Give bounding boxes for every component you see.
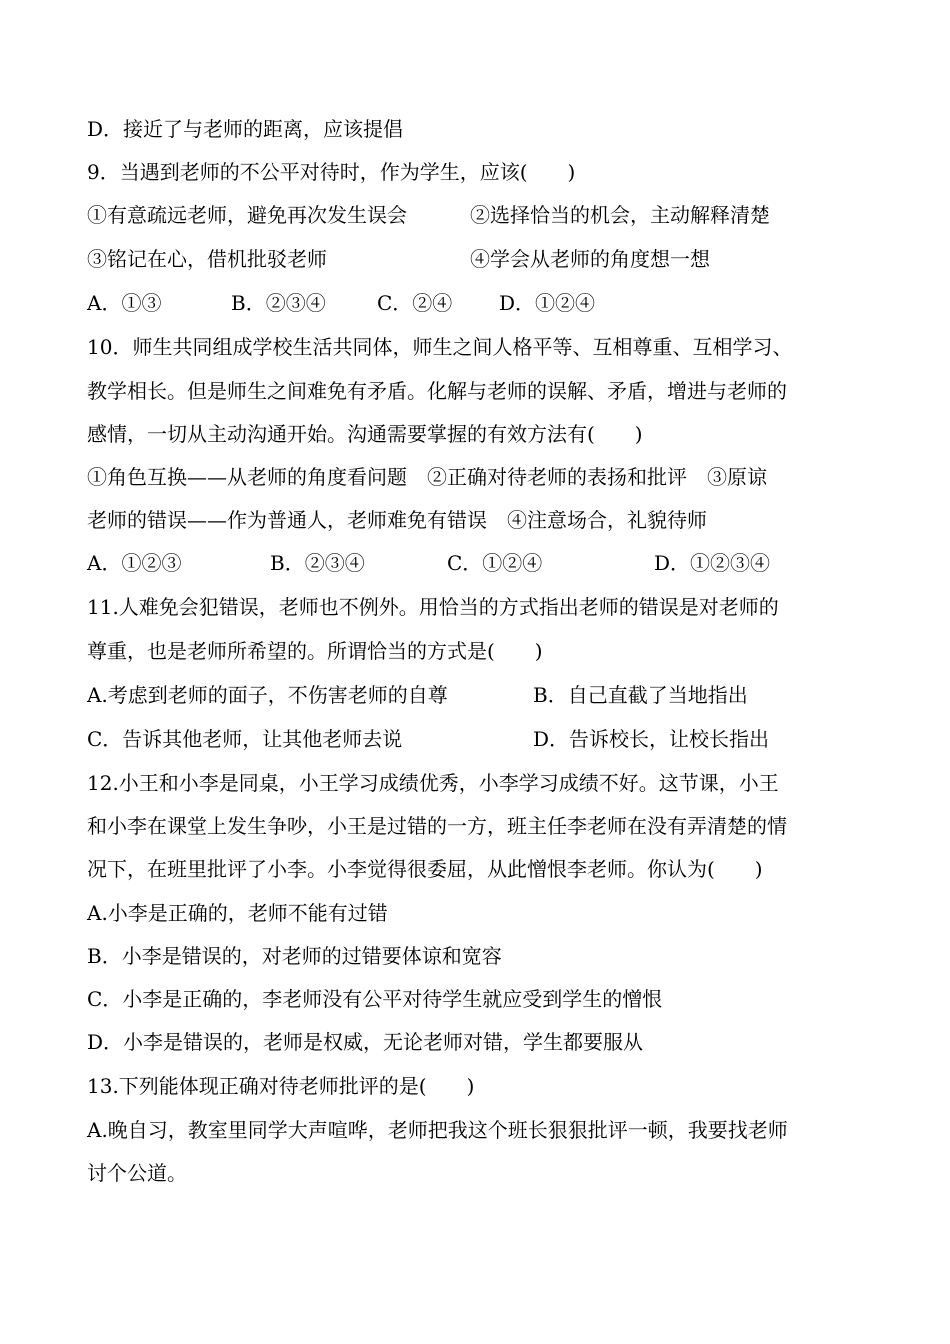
q11-stem-line-1: 11.人难免会犯错误，老师也不例外。用恰当的方式指出老师的错误是对老师的 (87, 595, 779, 619)
q9-option-b: B．②③④ (231, 291, 326, 315)
q9-stem: 9．当遇到老师的不公平对待时，作为学生，应该( ) (87, 160, 576, 184)
q12-option-c: C．小李是正确的，李老师没有公平对待学生就应受到学生的憎恨 (87, 987, 663, 1011)
q13-option-a-line-1: A.晚自习，教室里同学大声喧哗，老师把我这个班长狠狠批评一顿，我要找老师 (87, 1118, 788, 1142)
q9-item-3: ③铭记在心，借机批驳老师 (87, 247, 327, 271)
q8-option-d: D．接近了与老师的距离，应该提倡 (87, 117, 404, 141)
q10-stem-line-3: 感情，一切从主动沟通开始。沟通需要掌握的有效方法有( ) (87, 422, 643, 446)
q13-stem: 13.下列能体现正确对待老师批评的是( ) (87, 1074, 475, 1098)
q13-option-a-line-2: 讨个公道。 (87, 1161, 187, 1185)
q10-items-line-2: 老师的错误——作为普通人，老师难免有错误 ④注意场合，礼貌待师 (87, 508, 707, 532)
q9-option-c: C．②④ (377, 291, 453, 315)
q11-option-d: D．告诉校长，让校长指出 (533, 727, 770, 751)
q12-stem-line-3: 况下，在班里批评了小李。小李觉得很委屈，从此憎恨李老师。你认为( ) (87, 857, 763, 881)
q9-option-a: A．①③ (87, 291, 162, 315)
q9-item-4: ④学会从老师的角度想一想 (470, 247, 710, 271)
q12-option-a: A.小李是正确的，老师不能有过错 (87, 901, 388, 925)
q11-option-b: B．自己直截了当地指出 (533, 683, 748, 707)
q12-option-b: B．小李是错误的，对老师的过错要体谅和宽容 (87, 944, 502, 968)
q10-option-c: C．①②④ (447, 551, 543, 575)
q10-stem-line-1: 10．师生共同组成学校生活共同体，师生之间人格平等、互相尊重、互相学习、 (87, 335, 793, 359)
q11-stem-line-2: 尊重，也是老师所希望的。所谓恰当的方式是( ) (87, 639, 543, 663)
q10-items-line-1: ①角色互换——从老师的角度看问题 ②正确对待老师的表扬和批评 ③原谅 (87, 465, 767, 489)
q12-stem-line-2: 和小李在课堂上发生争吵，小王是过错的一方，班主任李老师在没有弄清楚的情 (87, 814, 787, 838)
q9-option-d: D．①②④ (499, 291, 596, 315)
q12-option-d: D．小李是错误的，老师是权威，无论老师对错，学生都要服从 (87, 1030, 644, 1054)
q10-option-d: D．①②③④ (654, 551, 771, 575)
q9-item-1: ①有意疏远老师，避免再次发生误会 (87, 203, 407, 227)
q9-item-2: ②选择恰当的机会，主动解释清楚 (470, 203, 770, 227)
q10-stem-line-2: 教学相长。但是师生之间难免有矛盾。化解与老师的误解、矛盾，增进与老师的 (87, 379, 787, 403)
q11-option-a: A.考虑到老师的面子，不伤害老师的自尊 (87, 683, 448, 707)
q11-option-c: C．告诉其他老师，让其他老师去说 (87, 727, 403, 751)
q10-option-b: B．②③④ (270, 551, 365, 575)
q12-stem-line-1: 12.小王和小李是同桌，小王学习成绩优秀，小李学习成绩不好。这节课，小王 (87, 771, 779, 795)
q10-option-a: A．①②③ (87, 551, 182, 575)
